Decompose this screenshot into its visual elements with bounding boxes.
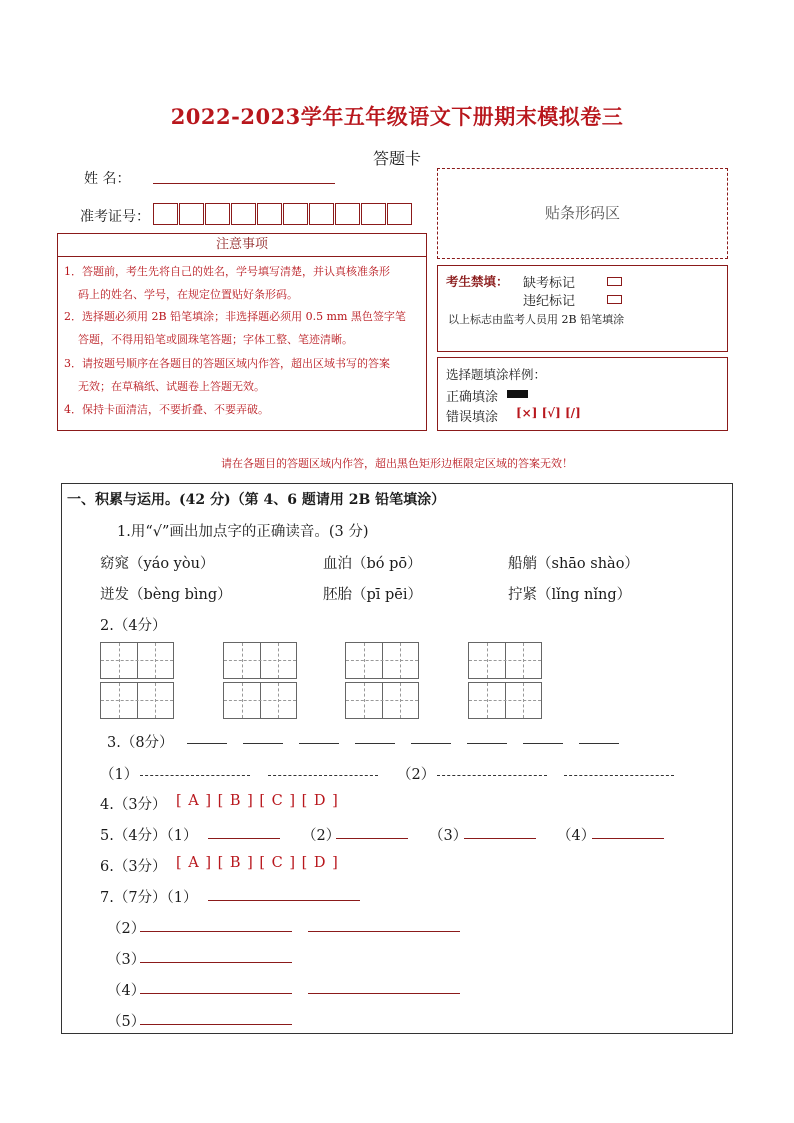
writing-grid[interactable] <box>468 642 542 679</box>
answer-blank[interactable] <box>523 729 563 744</box>
writing-grid[interactable] <box>468 682 542 719</box>
answer-blank[interactable] <box>564 761 674 776</box>
writing-grid[interactable] <box>223 642 297 679</box>
writing-grid[interactable] <box>223 682 297 719</box>
correct-label: 正确填涂 <box>446 390 499 405</box>
answer-blank[interactable] <box>140 761 250 776</box>
wrong-label: 错误填涂 <box>446 410 499 425</box>
answer-blank[interactable] <box>208 886 360 901</box>
id-digit-box[interactable] <box>361 203 386 225</box>
answer-blank[interactable] <box>467 729 507 744</box>
answer-blank[interactable] <box>308 917 460 932</box>
q7-sub5-label: （5） <box>107 1014 146 1030</box>
answer-blank[interactable] <box>308 979 460 994</box>
q1-item[interactable]: 窈窕（yáo yòu） <box>100 556 215 572</box>
q1-item[interactable]: 迸发（bèng bìng） <box>100 587 232 603</box>
id-digit-box[interactable] <box>153 203 178 225</box>
answer-blank[interactable] <box>243 729 283 744</box>
id-digit-box[interactable] <box>387 203 412 225</box>
notice-item: 2．选择题必须用 2B 铅笔填涂；非选择题必须用 0.5 mm 黑色签字笔 <box>64 310 406 323</box>
answer-blank[interactable] <box>187 729 227 744</box>
notice-title: 注意事项 <box>57 233 427 257</box>
notice-item: 码上的姓名、学号，在规定位置贴好条形码。 <box>78 288 298 301</box>
q5-sub3-label: （3） <box>429 828 468 844</box>
q7-label: 7.（7分）（1） <box>100 890 198 906</box>
writing-grid[interactable] <box>345 642 419 679</box>
writing-grid[interactable] <box>100 642 174 679</box>
answer-blank[interactable] <box>140 948 292 963</box>
answer-blank[interactable] <box>299 729 339 744</box>
answer-blank[interactable] <box>464 824 536 839</box>
q3-sub2-label: （2） <box>397 767 436 783</box>
q5-label: 5.（4分）（1） <box>100 828 198 844</box>
notice-item: 3．请按题号顺序在各题目的答题区域内作答，超出区域书写的答案 <box>64 357 390 370</box>
id-digit-box[interactable] <box>309 203 334 225</box>
notice-item: 1．答题前，考生先将自己的姓名，学号填写清楚，并认真核准条形 <box>64 265 390 278</box>
q1-item[interactable]: 拧紧（lǐng nǐng） <box>508 587 632 603</box>
answer-blank[interactable] <box>208 824 280 839</box>
id-label: 准考证号： <box>80 209 150 225</box>
page-title: 2022-2023学年五年级语文下册期末模拟卷三 <box>170 104 624 129</box>
q3-sub1-label: （1） <box>100 767 139 783</box>
writing-grid[interactable] <box>100 682 174 719</box>
page-subtitle: 答题卡 <box>372 149 421 168</box>
q7-sub3-label: （3） <box>107 952 146 968</box>
id-digit-box[interactable] <box>231 203 256 225</box>
answer-blank[interactable] <box>140 979 292 994</box>
answer-blank[interactable] <box>411 729 451 744</box>
q6-options[interactable]: [ A ] [ B ] [ C ] [ D ] <box>176 855 339 871</box>
answer-blank[interactable] <box>355 729 395 744</box>
q1-prompt: 1.用“√”画出加点字的正确读音。(3 分) <box>117 524 369 540</box>
correct-fill-sample <box>507 390 528 398</box>
notice-item: 无效；在草稿纸、试题卷上答题无效。 <box>78 380 265 393</box>
writing-grid[interactable] <box>345 682 419 719</box>
notice-item: 4．保持卡面清洁，不要折叠、不要弄破。 <box>64 403 269 416</box>
name-field[interactable] <box>153 165 335 184</box>
violation-mark-box[interactable] <box>607 295 622 304</box>
q3-label: 3.（8分） <box>107 735 174 751</box>
id-digit-box[interactable] <box>283 203 308 225</box>
violation-label: 违纪标记 <box>523 294 576 309</box>
q7-sub4-label: （4） <box>107 983 146 999</box>
q6-label: 6.（3分） <box>100 859 167 875</box>
answer-blank[interactable] <box>140 1010 292 1025</box>
q4-label: 4.（3分） <box>100 797 167 813</box>
answer-blank[interactable] <box>140 917 292 932</box>
id-digit-box[interactable] <box>205 203 230 225</box>
id-digit-box[interactable] <box>257 203 282 225</box>
q4-options[interactable]: [ A ] [ B ] [ C ] [ D ] <box>176 793 339 809</box>
answer-blank[interactable] <box>592 824 664 839</box>
name-label: 姓 名： <box>84 171 131 187</box>
forbid-label: 考生禁填： <box>446 274 509 289</box>
answer-blank[interactable] <box>336 824 408 839</box>
answer-blank[interactable] <box>268 761 378 776</box>
answer-blank[interactable] <box>579 729 619 744</box>
id-digit-box[interactable] <box>335 203 360 225</box>
q2-label: 2.（4分） <box>100 618 167 634</box>
q5-sub2-label: （2） <box>302 828 341 844</box>
warning-text: 请在各题目的答题区域内作答，超出黑色矩形边框限定区域的答案无效！ <box>221 457 573 470</box>
q7-sub2-label: （2） <box>107 921 146 937</box>
absent-mark-box[interactable] <box>607 277 622 286</box>
q1-item[interactable]: 血泊（bó pō） <box>323 556 422 572</box>
absent-label: 缺考标记 <box>523 276 576 291</box>
q5-sub4-label: （4） <box>557 828 596 844</box>
q1-item[interactable]: 船艄（shāo shào） <box>508 556 639 572</box>
sample-label: 选择题填涂样例： <box>446 367 547 382</box>
answer-blank[interactable] <box>437 761 547 776</box>
forbid-note: 以上标志由监考人员用 2B 铅笔填涂 <box>448 313 625 326</box>
barcode-label: 贴条形码区 <box>544 204 620 222</box>
notice-item: 答题，不得用铅笔或圆珠笔答题；字体工整、笔迹清晰。 <box>78 333 353 346</box>
wrong-marks: [×] [√] [/] <box>516 406 581 420</box>
q1-item[interactable]: 胚胎（pī pēi） <box>323 587 423 603</box>
section-heading: 一、积累与运用。(42 分)（第 4、6 题请用 2B 铅笔填涂） <box>67 492 446 508</box>
id-digit-box[interactable] <box>179 203 204 225</box>
